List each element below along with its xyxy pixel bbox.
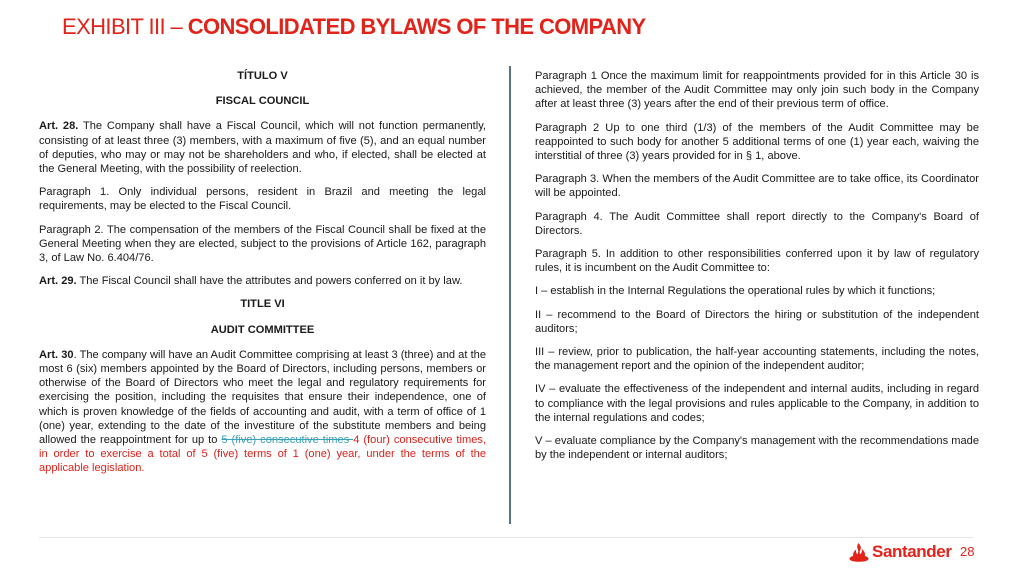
audit-item-ii: II – recommend to the Board of Directors the hiring or substitution of the independent auditors; bbox=[535, 308, 979, 335]
article-30-added-text: 4 (four) consecutive times, in order to exercise a total of 5 (five) terms of 1 (one) year, under the terms of the applicable legislation. bbox=[39, 434, 487, 475]
page-number: 28 bbox=[960, 544, 975, 559]
title-prefix: EXHIBIT III – bbox=[62, 14, 188, 39]
audit-item-v: V – evaluate compliance by the Company's management with the recommendations made by the independent or internal auditors; bbox=[535, 435, 979, 462]
audit-paragraph-1: Paragraph 1 Once the maximum limit for reappointments provided for in this Article 30 is achieved, the member of the Audit Committee may only join such body in the Company after at least three (3) years after the end of their previous term of office. bbox=[535, 70, 979, 111]
article-28 bbox=[39, 119, 486, 176]
brand-name: Santander bbox=[872, 542, 952, 561]
article-29-label: Art. 29. bbox=[39, 275, 77, 288]
footer-rule bbox=[39, 537, 973, 538]
audit-paragraph-5: Paragraph 5. In addition to other responsibilities conferred upon it by law of regulatory rules, it is incumbent on the Audit Committee to: bbox=[535, 248, 979, 275]
right-column bbox=[535, 69, 979, 471]
article-30-deleted-text: 5 (five) consecutive times bbox=[221, 434, 354, 447]
title-main: CONSOLIDATED BYLAWS OF THE COMPANY bbox=[187, 14, 646, 39]
page-title bbox=[62, 14, 646, 40]
article-30 bbox=[39, 348, 486, 476]
article-30-text: . The company will have an Audit Committee comprising at least 3 (three) and at the most 6 (six) members appointed by the Board of Directors, including persons, members or otherwise of the Board of Directors who meet the legal and regulatory requirements for exercising the position, including the requisites that ensure their independence, one of which is proven knowledge of the fields of accounting and audit, with a term of office of 1 (one) year, extending to the date of the investiture of the substitute members and being allowed the reappointment for up to bbox=[39, 348, 486, 447]
article-28-text: The Company shall have a Fiscal Council, which will not function permanently, consisting of at least three (3) members, with a maximum of five (5), and an equal number of deputies, who may or may not be shareholders and who, if elected, shall be elected at the General Meeting, with the possibility of reelection. bbox=[39, 120, 487, 176]
heading-audit-committee: AUDIT COMMITTEE bbox=[210, 323, 315, 336]
article-29 bbox=[39, 274, 486, 288]
santander-logo bbox=[849, 541, 952, 563]
heading-fiscal-council: FISCAL COUNCIL bbox=[215, 95, 310, 108]
paragraph-1-fiscal: Paragraph 1. Only individual persons, resident in Brazil and meeting the legal requirements, may be elected to the Fiscal Council. bbox=[39, 186, 486, 213]
audit-item-iii: III – review, prior to publication, the half-year accounting statements, including the notes, the management report and the opinion of the independent auditor; bbox=[535, 346, 979, 373]
article-30-label: Art. 30 bbox=[39, 348, 74, 361]
audit-item-iv: IV – evaluate the effectiveness of the independent and internal audits, including in regard to compliance with the legal provisions and rules applicable to the Company, in addition to the internal regulations and codes; bbox=[535, 383, 979, 424]
left-column bbox=[39, 69, 486, 485]
heading-titulo-v: TÍTULO V bbox=[237, 70, 288, 82]
audit-paragraph-4: Paragraph 4. The Audit Committee shall report directly to the Company's Board of Directors. bbox=[535, 210, 979, 237]
article-29-text: The Fiscal Council shall have the attributes and powers conferred on it by law. bbox=[76, 275, 463, 288]
column-divider bbox=[509, 66, 511, 524]
audit-paragraph-2: Paragraph 2 Up to one third (1/3) of the members of the Audit Committee may be reappointed to such body for another 5 additional terms of one (1) year each, waiving the interstitial of three (3) years provided for in § 1, above. bbox=[535, 121, 979, 163]
heading-title-vi: TITLE VI bbox=[240, 298, 285, 311]
paragraph-2-fiscal: Paragraph 2. The compensation of the members of the Fiscal Council shall be fixed at the General Meeting when they are elected, subject to the provisions of Article 162, paragraph 3, of Law No. 6.404/76. bbox=[39, 223, 486, 265]
audit-paragraph-3: Paragraph 3. When the members of the Audit Committee are to take office, its Coordinator will be appointed. bbox=[535, 173, 979, 200]
audit-item-i: I – establish in the Internal Regulations the operational rules by which it functions; bbox=[535, 285, 936, 298]
santander-flame-icon bbox=[849, 542, 869, 562]
article-28-label: Art. 28. bbox=[39, 120, 79, 133]
